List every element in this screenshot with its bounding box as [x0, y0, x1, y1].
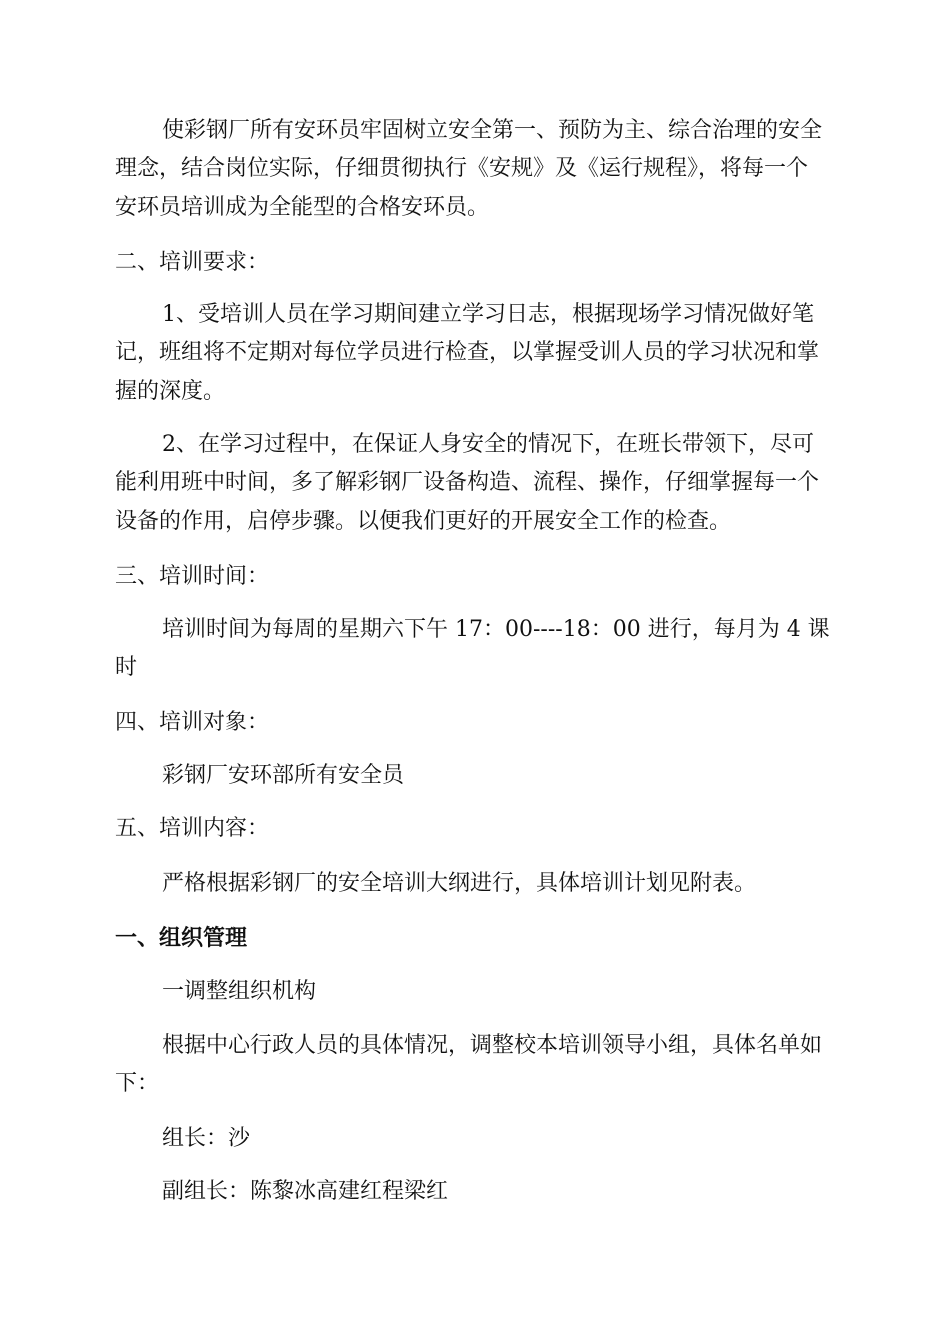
paragraph-line: 记，班组将不定期对每位学员进行检查，以掌握受训人员的学习状况和掌 [115, 340, 820, 365]
paragraph-line: 理念，结合岗位实际，仔细贯彻执行《安规》及《运行规程》，将每一个 [115, 156, 809, 181]
paragraph-line: 根据中心行政人员的具体情况，调整校本培训领导小组，具体名单如 [162, 1033, 823, 1058]
paragraph-line: 能利用班中时间，多了解彩钢厂设备构造、流程、操作，仔细掌握每一个 [115, 470, 820, 495]
paragraph-line: 彩钢厂安环部所有安全员 [162, 763, 405, 788]
paragraph-line: 2、在学习过程中，在保证人身安全的情况下，在班长带领下，尽可 [162, 432, 814, 457]
section-heading: 三、培训时间： [115, 564, 270, 589]
paragraph-line: 使彩钢厂所有安环员牢固树立安全第一、预防为主、综合治理的安全 [162, 118, 823, 143]
paragraph-line: 培训时间为每周的星期六下午 17：00----18：00 进行，每月为 4 课 [162, 617, 830, 642]
paragraph-line: 严格根据彩钢厂的安全培训大纲进行，具体培训计划见附表。 [162, 871, 757, 896]
subsection-heading: 一调整组织机构 [162, 979, 317, 1004]
leader-line: 组长：沙 [162, 1126, 251, 1151]
paragraph-line: 时 [115, 655, 138, 680]
paragraph-line: 安环员培训成为全能型的合格安环员。 [115, 195, 490, 220]
bold-section-heading: 一、组织管理 [115, 925, 248, 951]
paragraph-line: 下： [115, 1071, 160, 1096]
paragraph-line: 握的深度。 [115, 379, 226, 404]
section-heading: 二、培训要求： [115, 250, 270, 275]
paragraph-line: 1、受培训人员在学习期间建立学习日志，根据现场学习情况做好笔 [162, 302, 814, 327]
paragraph-line: 设备的作用，启停步骤。以便我们更好的开展安全工作的检查。 [115, 509, 732, 534]
section-heading: 五、培训内容： [115, 816, 270, 841]
section-heading: 四、培训对象： [115, 710, 270, 735]
deputy-leader-line: 副组长：陈黎冰高建红程梁红 [162, 1179, 449, 1204]
